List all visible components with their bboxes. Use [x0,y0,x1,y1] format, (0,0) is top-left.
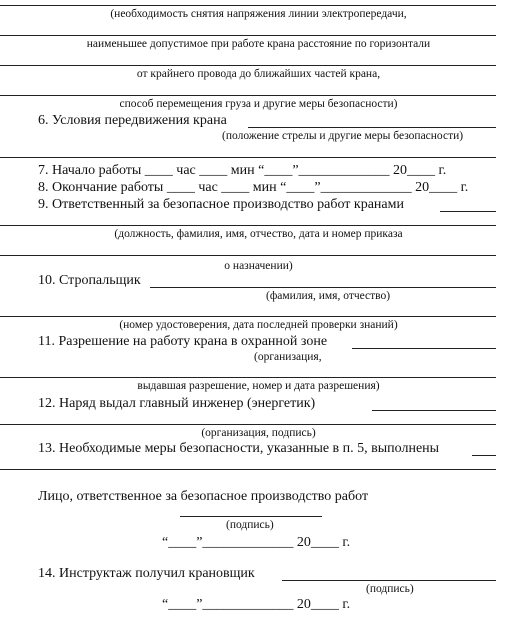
item-13-label: 13. Необходимые меры безопасности, указанные в п. 5, выполнены [38,441,440,456]
item-14-label: 14. Инструктаж получил крановщик [38,566,255,581]
item-12-field[interactable] [372,410,496,411]
caption-signature: (подпись) [366,583,414,595]
fill-line [0,65,496,66]
caption-signature: (подпись) [226,519,274,531]
fill-line [0,5,496,6]
caption-power-line: (необходимость снятия напряжения линии электропередачи, [110,8,407,20]
caption-appointment: о назначении) [224,260,293,272]
item-14-field[interactable] [282,580,496,581]
caption-cargo-method: способ перемещения груза и другие меры безопасности) [119,98,398,110]
item-7-start: 7. Начало работы ____ час ____ мин “____”_____________ 20____ г. [38,163,447,178]
item-6-field[interactable] [248,127,496,128]
item-13-field[interactable] [472,455,496,456]
item-9-field[interactable] [440,211,496,212]
caption-boom-position: (положение стрелы и другие меры безопасности) [222,130,464,142]
caption-full-name: (фамилия, имя, отчество) [266,290,391,302]
item-10-field[interactable] [150,287,496,288]
caption-certificate: (номер удостоверения, дата последней проверки знаний) [119,319,398,331]
item-11-field[interactable] [352,348,496,349]
fill-line [0,35,496,36]
caption-org-signature: (организация, подпись) [201,427,316,439]
caption-min-distance: наименьшее допустимое при работе крана расстояние по горизонтали [86,38,431,50]
caption-issuer: выдавшая разрешение, номер и дата разрешения) [137,380,380,392]
fill-line [0,255,496,256]
fill-line [0,95,496,96]
item-8-end: 8. Окончание работы ____ час ____ мин “____”_____________ 20____ г. [38,180,469,195]
caption-position-order: (должность, фамилия, имя, отчество, дата и номер приказа [114,228,403,240]
caption-outer-wire: от крайнего провода до ближайших частей крана, [136,68,381,80]
item-9-label: 9. Ответственный за безопасное производство работ кранами [38,197,404,212]
item-6-label: 6. Условия передвижения крана [38,113,227,128]
responsible-date: “____”_____________ 20____ г. [162,535,351,550]
responsible-person-label: Лицо, ответственное за безопасное производство работ [38,489,369,504]
fill-line [0,316,496,317]
fill-line [0,377,496,378]
fill-line [0,225,496,226]
item-10-label: 10. Стропальщик [38,273,141,288]
fill-line [0,157,496,158]
item-11-label: 11. Разрешение на работу крана в охранной зоне [38,334,328,349]
fill-line [0,424,496,425]
item-12-label: 12. Наряд выдал главный инженер (энергетик) [38,396,316,411]
caption-organization: (организация, [254,351,322,363]
responsible-signature-field[interactable] [180,516,322,517]
operator-date: “____”_____________ 20____ г. [162,597,351,612]
fill-line [0,469,496,470]
